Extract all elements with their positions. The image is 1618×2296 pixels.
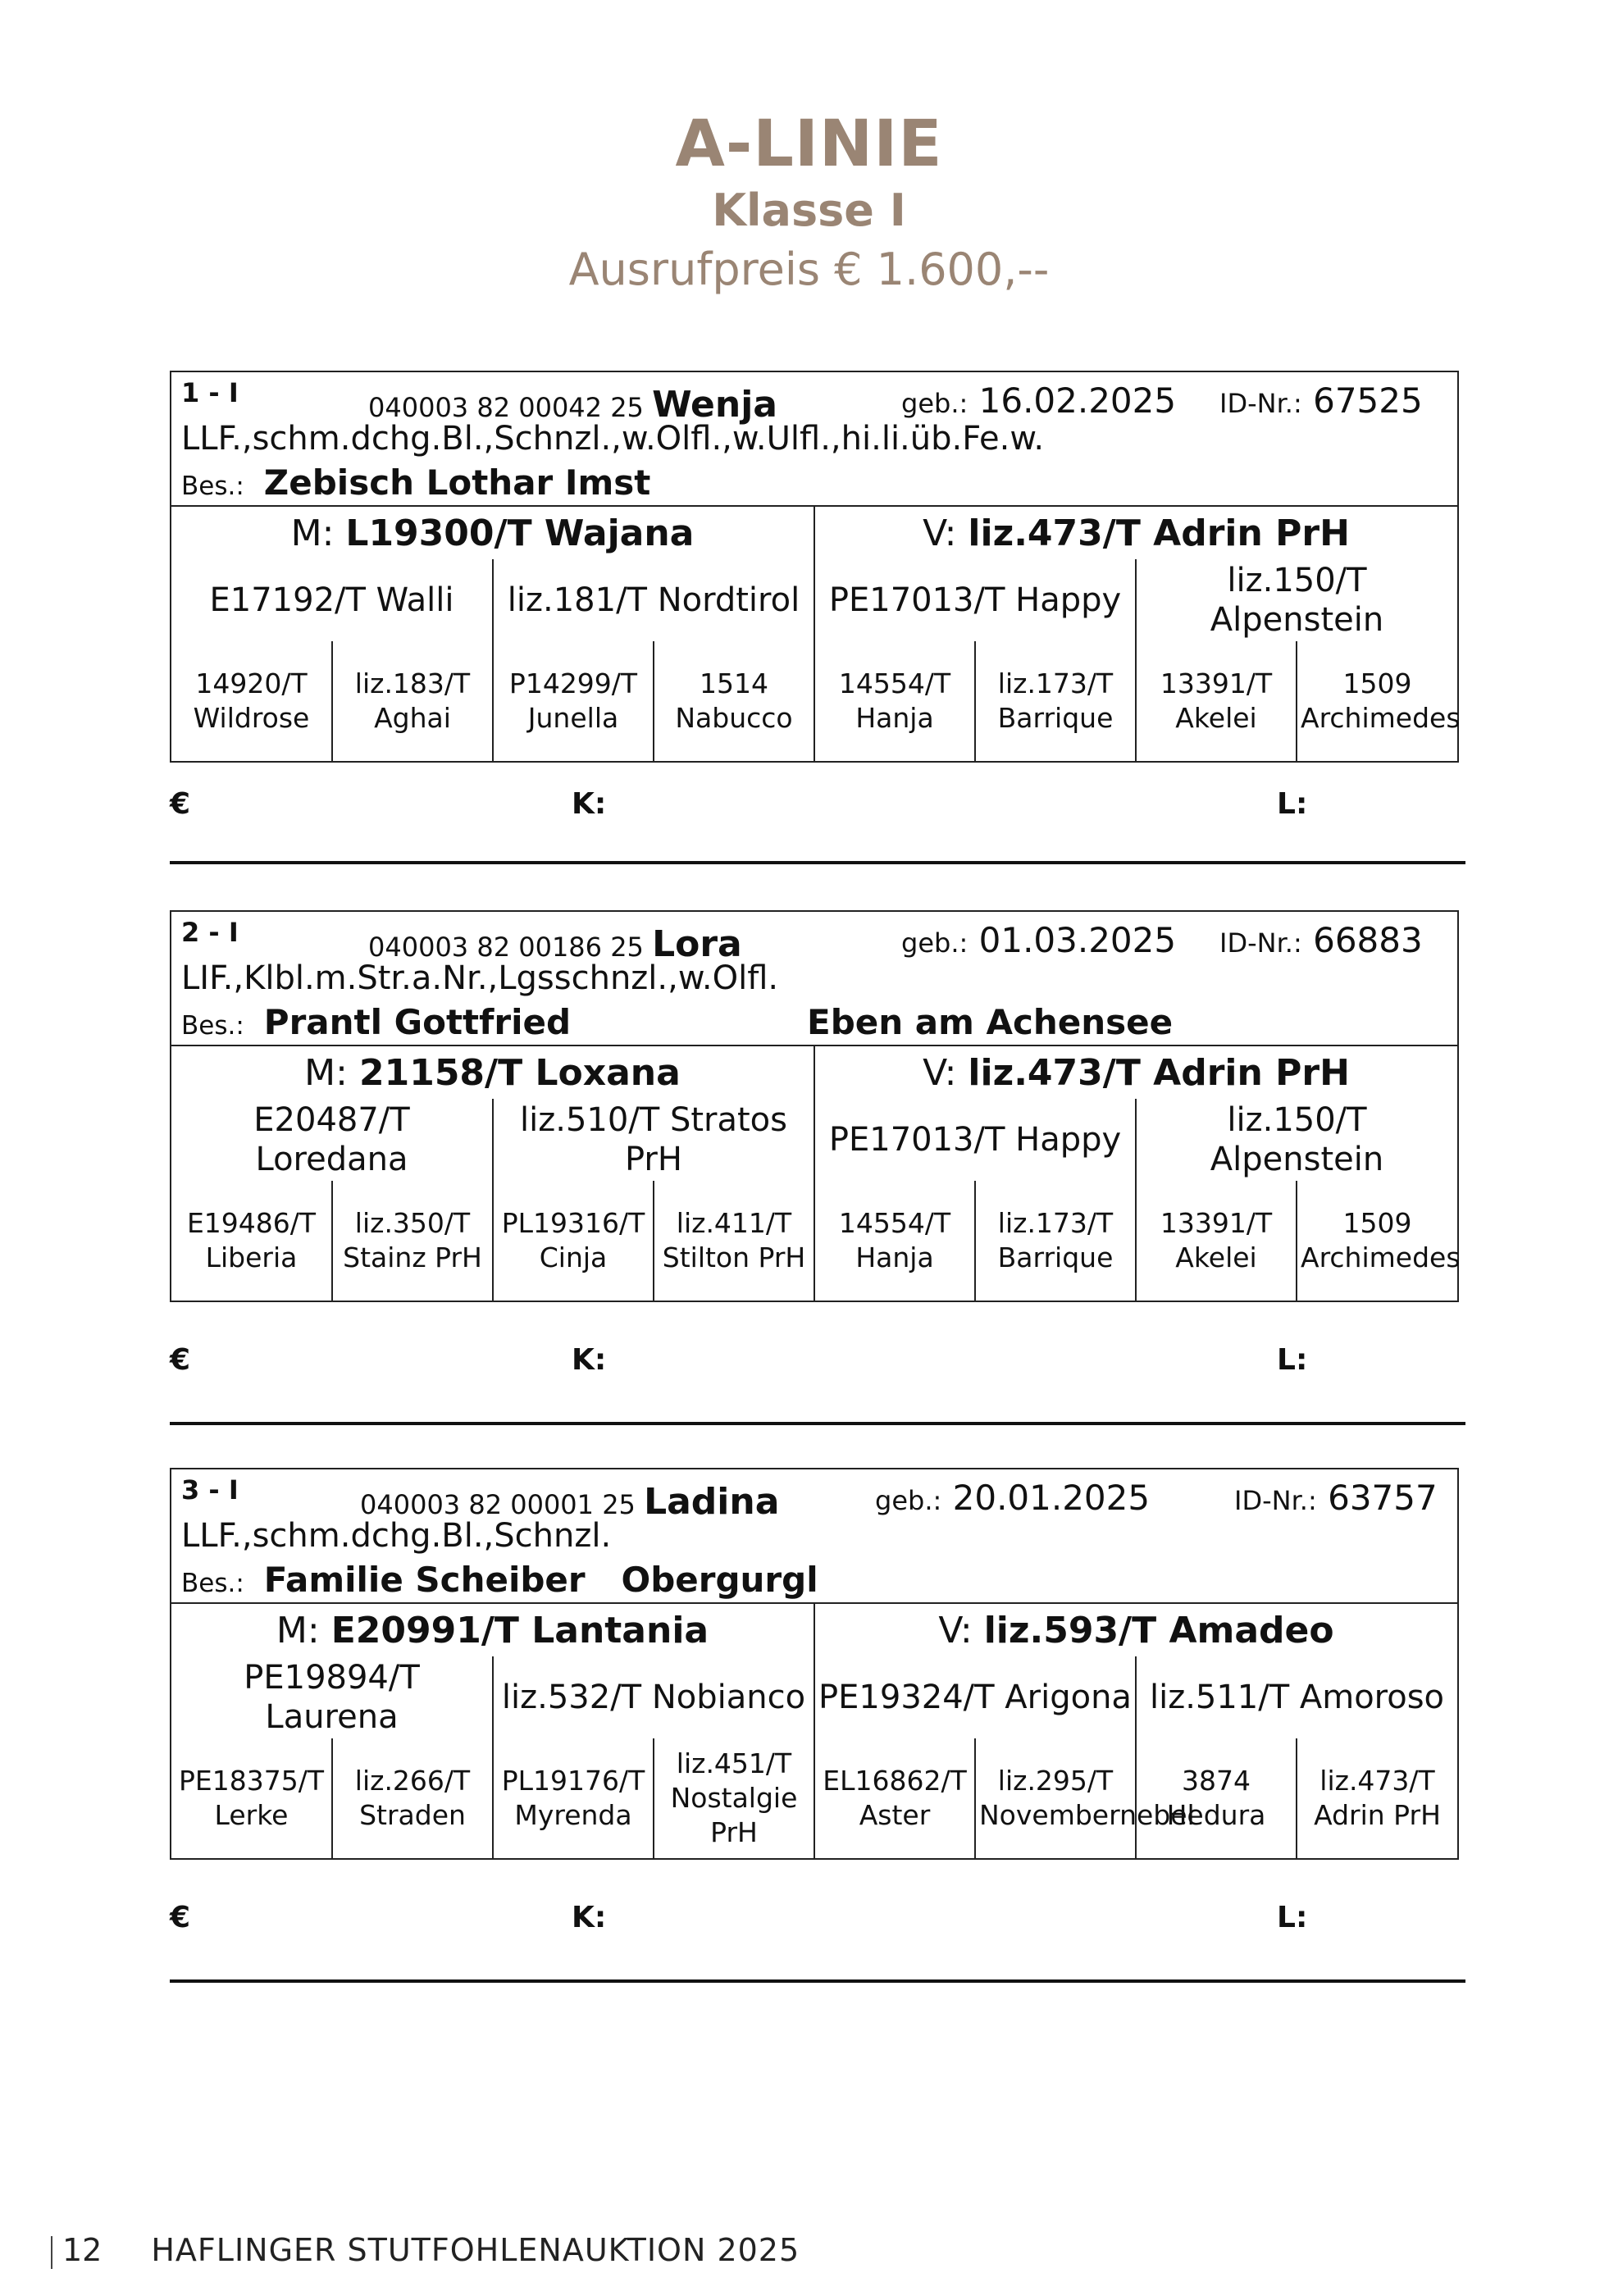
entry-box [170, 1468, 1459, 1860]
id-number: ID-Nr.: 67525 [1219, 380, 1423, 421]
markings-description: LLF.,schm.dchg.Bl.,Schnzl.,w.Olfl.,w.Ulfl.,hi.li.üb.Fe.w. [181, 420, 1045, 458]
great-grandparent-cell: 1509 Archimedes [1297, 641, 1457, 761]
pedigree-parents [171, 507, 1457, 559]
great-grandparent-cell: liz.266/T Straden [332, 1738, 493, 1858]
grandparent-cell: liz.150/T Alpenstein [1136, 1099, 1457, 1181]
great-grandparent-cell: 14554/T Hanja [814, 641, 975, 761]
id-number: ID-Nr.: 66883 [1219, 920, 1423, 960]
great-grandparent-cell: PL19176/T Myrenda [493, 1738, 654, 1858]
page-header [0, 107, 1618, 300]
birth-date: geb.: 20.01.2025 [875, 1478, 1151, 1518]
entry-box [170, 910, 1459, 1302]
great-grandparent-cell: liz.350/T Stainz PrH [332, 1181, 493, 1301]
great-grandparent-cell: liz.473/T Adrin PrH [1297, 1738, 1457, 1858]
buyer-label: K: [572, 787, 607, 821]
horse-id-code: 040003 82 00042 25 Wenja [368, 384, 777, 426]
entry-box [170, 371, 1459, 763]
publication-name: HAFLINGER STUTFOHLENAUKTION 2025 [151, 2232, 800, 2268]
entry-number: 3 - I [181, 1474, 239, 1506]
owner: Bes.: Prantl Gottfried [181, 1002, 572, 1042]
pedigree-great-grandparents [171, 1181, 1461, 1301]
great-grandparent-cell: P14299/T Junella [493, 641, 654, 761]
buyer-label: K: [572, 1343, 607, 1377]
divider-rule [170, 1422, 1465, 1425]
l-label: L: [1277, 787, 1308, 821]
grandparent-cell: PE17013/T Happy [814, 559, 1136, 641]
great-grandparent-cell: 14920/T Wildrose [171, 641, 332, 761]
great-grandparent-cell: liz.411/T Stilton PrH [654, 1181, 814, 1301]
horse-id-code: 040003 82 00001 25 Ladina [360, 1481, 780, 1523]
grandparent-cell: liz.532/T Nobianco [493, 1656, 814, 1738]
great-grandparent-cell: 1509 Archimedes [1297, 1181, 1457, 1301]
foal-name: Ladina [644, 1481, 780, 1523]
starting-price: Ausrufpreis € 1.600,-- [568, 244, 1050, 295]
great-grandparent-cell: 14554/T Hanja [814, 1181, 975, 1301]
pedigree-grandparents [171, 559, 1457, 641]
great-grandparent-cell: liz.451/T Nostalgie PrH [654, 1738, 814, 1858]
father-cell: V: liz.473/T Adrin PrH [814, 1046, 1457, 1099]
divider-rule [170, 861, 1465, 864]
entry-info [171, 372, 1457, 507]
great-grandparent-cell: PL19316/T Cinja [493, 1181, 654, 1301]
grandparent-cell: PE19324/T Arigona [814, 1656, 1136, 1738]
foal-name: Lora [652, 923, 742, 965]
entry-number: 2 - I [181, 917, 239, 948]
euro-label: € [170, 1343, 191, 1377]
entry-number: 1 - I [181, 377, 239, 408]
page-footer [51, 2232, 800, 2269]
buyer-label: K: [572, 1901, 607, 1934]
great-grandparent-cell: 13391/T Akelei [1136, 641, 1297, 761]
great-grandparent-cell: 1514 Nabucco [654, 641, 814, 761]
markings-description: LLF.,schm.dchg.Bl.,Schnzl. [181, 1517, 612, 1555]
pedigree-parents [171, 1046, 1457, 1099]
id-number: ID-Nr.: 63757 [1234, 1478, 1438, 1518]
grandparent-cell: liz.181/T Nordtirol [493, 559, 814, 641]
l-label: L: [1277, 1901, 1308, 1934]
euro-label: € [170, 1901, 191, 1934]
great-grandparent-cell: E19486/T Liberia [171, 1181, 332, 1301]
grandparent-cell: liz.510/T Stratos PrH [493, 1099, 814, 1181]
pedigree-parents [171, 1604, 1457, 1656]
grandparent-cell: liz.511/T Amoroso [1136, 1656, 1457, 1738]
mother-cell: M: 21158/T Loxana [171, 1046, 814, 1099]
owner: Bes.: Zebisch Lothar Imst [181, 462, 651, 503]
birth-date: geb.: 01.03.2025 [901, 920, 1177, 960]
horse-entry-2 [170, 910, 1461, 1377]
pedigree-great-grandparents [171, 641, 1461, 761]
father-cell: V: liz.473/T Adrin PrH [814, 507, 1457, 559]
mother-cell: M: L19300/T Wajana [171, 507, 814, 559]
great-grandparent-cell: 3874 Hedura [1136, 1738, 1297, 1858]
great-grandparent-cell: PE18375/T Lerke [171, 1738, 332, 1858]
page-title: A-LINIE [675, 107, 943, 181]
horse-entry-3 [170, 1468, 1459, 1934]
pedigree-great-grandparents [171, 1738, 1457, 1858]
pedigree-grandparents [171, 1099, 1457, 1181]
markings-description: LIF.,Klbl.m.Str.a.Nr.,Lgsschnzl.,w.Olfl. [181, 959, 779, 997]
great-grandparent-cell: liz.183/T Aghai [332, 641, 493, 761]
divider-rule [170, 1979, 1465, 1983]
great-grandparent-cell: EL16862/T Aster [814, 1738, 975, 1858]
great-grandparent-cell: liz.295/T Novembernebel [975, 1738, 1136, 1858]
pedigree-grandparents [171, 1656, 1457, 1738]
owner-location: Eben am Achensee [807, 1002, 1174, 1042]
class-subtitle: Klasse I [712, 184, 906, 236]
grandparent-cell: E17192/T Walli [171, 559, 493, 641]
grandparent-cell: liz.150/T Alpenstein [1136, 559, 1457, 641]
father-cell: V: liz.593/T Amadeo [814, 1604, 1457, 1656]
mother-cell: M: E20991/T Lantania [171, 1604, 814, 1656]
great-grandparent-cell: 13391/T Akelei [1136, 1181, 1297, 1301]
foal-name: Wenja [652, 384, 777, 426]
entry-info [171, 912, 1457, 1046]
birth-date: geb.: 16.02.2025 [901, 380, 1177, 421]
grandparent-cell: E20487/T Loredana [171, 1099, 493, 1181]
entry-info [171, 1469, 1457, 1604]
footer-bar [51, 2236, 52, 2269]
euro-label: € [170, 787, 191, 821]
horse-entry-1 [170, 371, 1461, 821]
grandparent-cell: PE19894/T Laurena [171, 1656, 493, 1738]
grandparent-cell: PE17013/T Happy [814, 1099, 1136, 1181]
horse-id-code: 040003 82 00186 25 Lora [368, 923, 742, 965]
page-number: 12 [62, 2232, 103, 2268]
l-label: L: [1277, 1343, 1308, 1377]
great-grandparent-cell: liz.173/T Barrique [975, 641, 1136, 761]
owner: Bes.: Familie Scheiber Obergurgl [181, 1560, 818, 1600]
great-grandparent-cell: liz.173/T Barrique [975, 1181, 1136, 1301]
